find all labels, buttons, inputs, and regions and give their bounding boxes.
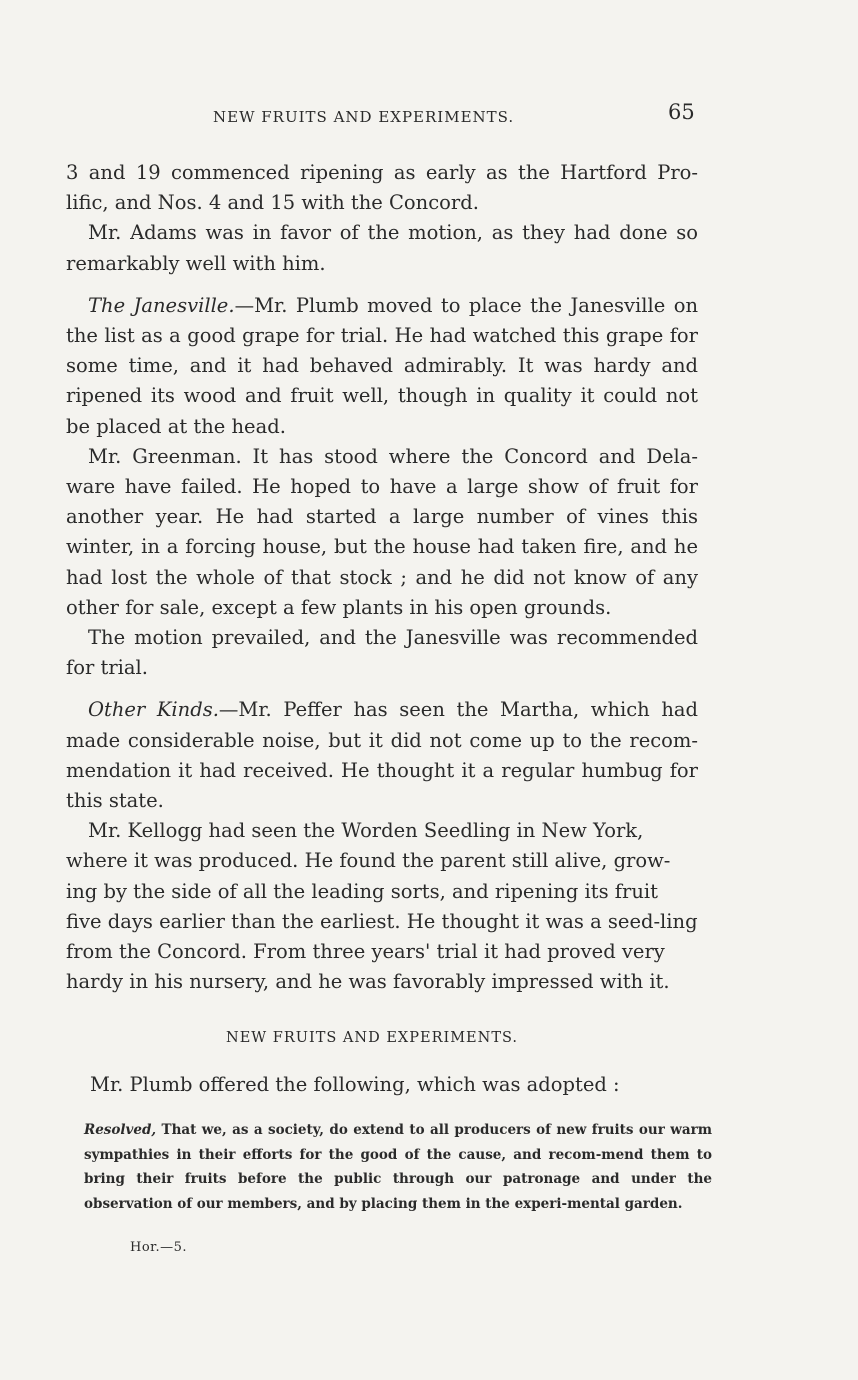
janesville-text: —Mr. Plumb moved to place the Janesville on the list as a good grape for trial. He had watched this grape for some time, and it had behaved admirably. It was hardy and ripened its wood and fruit well, though in quality it could not be placed at the head. (66, 293, 698, 438)
running-head: NEW FRUITS AND EXPERIMENTS. (213, 108, 515, 126)
other-kinds-title: Other Kinds. (88, 698, 219, 722)
paragraph-greenman: Mr. Greenman. It has stood where the Concord and Dela-ware have failed. He hoped to have a large show of fruit for another year. He had started a large number of vines this winter, in a forcing house, but the house had taken fire, and he had lost the whole of that stock ; and he did not know of any other for sale, except a few plants in his open grounds. (66, 444, 698, 619)
page-number: 65 (668, 100, 695, 124)
paragraph-motion: The motion prevailed, and the Janesville was recommended for trial. (66, 626, 698, 680)
resolution-body: That we, as a society, do extend to all producers of new fruits our warm sympathies in their efforts for the good of the cause, and recom-mend them to bring their fruits before the public through our patronage and under the observation of our members, and by placing them in the experi-mental garden. (84, 1122, 712, 1212)
body-text (66, 158, 698, 997)
janesville-title: The Janesville. (88, 293, 235, 317)
paragraph-1: 3 and 19 commenced ripening as early as the Hartford Pro-lific, and Nos. 4 and 15 with the Concord. (66, 161, 698, 215)
resolution-text (84, 1118, 712, 1216)
paragraph-janesville (66, 291, 698, 442)
section-heading: NEW FRUITS AND EXPERIMENTS. (226, 1030, 519, 1046)
resolution-lead: Resolved, (84, 1122, 157, 1138)
section-intro: Mr. Plumb offered the following, which was adopted : (90, 1073, 620, 1096)
paragraph-other-kinds (66, 695, 698, 816)
paragraph-kellogg: Mr. Kellogg had seen the Worden Seedling in New York, where it was produced. He found the parent still alive, grow-ing by the side of all the leading sorts, and ripening its fruit five days earlier than the earliest. He thought it was a seed-ling from the Concord. From three years' trial it had proved very hardy in his nursery, and he was favorably impressed with it. (66, 819, 698, 994)
signature-mark: Hor.—5. (130, 1240, 187, 1255)
paragraph-2: Mr. Adams was in favor of the motion, as they had done so remarkably well with him. (66, 221, 698, 275)
other-kinds-text: —Mr. Peffer has seen the Martha, which had made considerable noise, but it did not come up to the recom-mendation it had received. He thought it a regular humbug for this state. (66, 698, 698, 813)
